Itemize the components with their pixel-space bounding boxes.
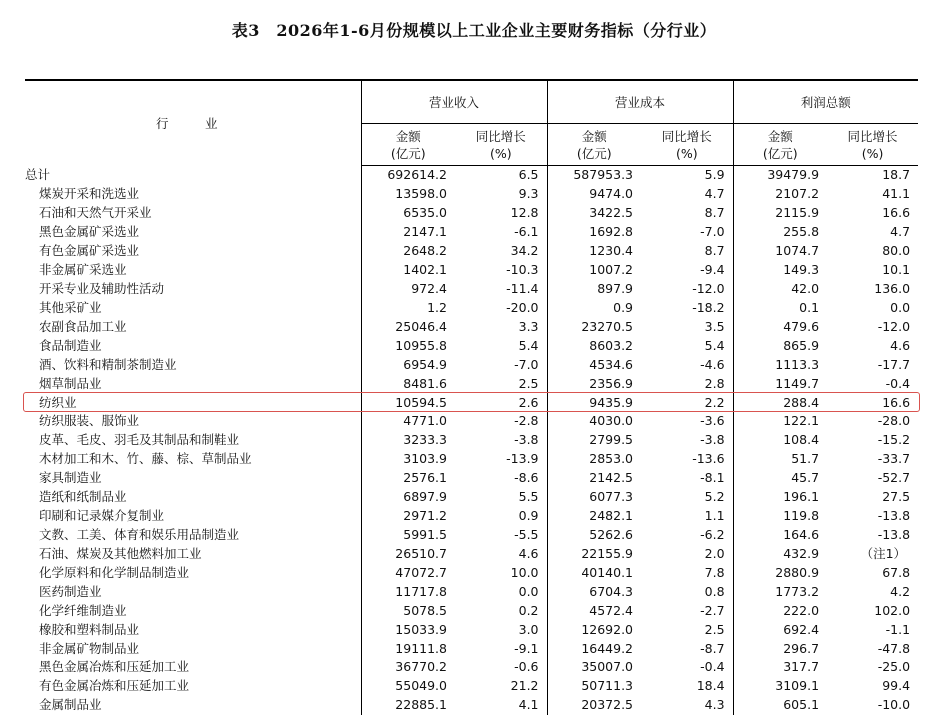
industry-name: 皮革、毛皮、羽毛及其制品和制鞋业 [39, 432, 240, 448]
profit-amount: 1074.7 [733, 242, 827, 261]
cost-growth: 4.3 [704, 697, 725, 713]
industry-name: 家具制造业 [39, 470, 102, 486]
profit-amount: 296.7 [733, 639, 827, 658]
profit-amount: 1113.3 [733, 355, 827, 374]
cost-amount: 20372.5 [547, 696, 641, 715]
cost-amount-header: 金额 (亿元) [547, 124, 641, 166]
table-row [25, 639, 918, 658]
cost-amount: 2799.5 [547, 431, 641, 450]
cost-amount: 4534.6 [547, 355, 641, 374]
profit-amount: 222.0 [733, 601, 827, 620]
profit-growth: 102.0 [874, 602, 911, 618]
cost-growth: -12.0 [692, 280, 725, 296]
industry-name: 纺织服装、服饰业 [39, 413, 140, 429]
profit-growth: -0.4 [885, 375, 911, 391]
profit-amount: 605.1 [733, 696, 827, 715]
revenue-growth: 2.5 [518, 375, 539, 391]
profit-amount: 164.6 [733, 526, 827, 545]
industry-name: 黑色金属冶炼和压延加工业 [39, 659, 190, 675]
cost-amount: 5262.6 [547, 526, 641, 545]
revenue-growth: -3.8 [514, 432, 539, 448]
revenue-growth: 10.0 [510, 564, 539, 580]
profit-growth: -47.8 [877, 640, 911, 656]
table-row [25, 242, 918, 261]
cost-growth: 7.8 [704, 564, 725, 580]
profit-amount: 479.6 [733, 317, 827, 336]
cost-growth: 8.7 [704, 243, 725, 259]
profit-growth: 27.5 [882, 489, 911, 505]
table-row [25, 507, 918, 526]
cost-amount: 2142.5 [547, 469, 641, 488]
cost-growth: 2.8 [704, 375, 725, 391]
profit-growth: 16.6 [882, 394, 911, 410]
profit-amount: 108.4 [733, 431, 827, 450]
revenue-amount: 3233.3 [361, 431, 455, 450]
industry-name: 文教、工美、体育和娱乐用品制造业 [39, 526, 240, 542]
cost-growth: -3.6 [700, 413, 725, 429]
revenue-growth: 6.5 [518, 167, 539, 183]
profit-amount: 119.8 [733, 507, 827, 526]
table-body [25, 166, 918, 715]
table-row [25, 658, 918, 677]
profit-growth: （注1） [860, 545, 907, 561]
table-row [25, 544, 918, 563]
profit-growth: 18.7 [882, 167, 911, 183]
table-row [25, 563, 918, 582]
table-row [25, 582, 918, 601]
cost-growth: -0.4 [700, 659, 725, 675]
industry-name: 医药制造业 [39, 583, 102, 599]
industry-name: 开采专业及辅助性活动 [39, 280, 165, 296]
industry-name: 煤炭开采和洗选业 [39, 186, 140, 202]
revenue-growth: 5.4 [518, 337, 539, 353]
cost-growth: 3.5 [704, 318, 725, 334]
revenue-growth: -6.1 [514, 224, 539, 240]
revenue-growth: 34.2 [510, 243, 539, 259]
revenue-header: 营业收入 [361, 80, 547, 124]
table-row [25, 601, 918, 620]
industry-name: 酒、饮料和精制茶制造业 [39, 356, 177, 372]
revenue-growth: -0.6 [514, 659, 539, 675]
cost-amount: 1007.2 [547, 261, 641, 280]
revenue-amount: 25046.4 [361, 317, 455, 336]
table-row [25, 450, 918, 469]
revenue-growth: 4.6 [518, 545, 539, 561]
revenue-amount: 55049.0 [361, 677, 455, 696]
cost-amount: 23270.5 [547, 317, 641, 336]
profit-amount: 288.4 [733, 393, 827, 412]
revenue-amount: 1402.1 [361, 261, 455, 280]
profit-growth: -13.8 [877, 508, 911, 524]
profit-amount: 317.7 [733, 658, 827, 677]
profit-amount: 42.0 [733, 280, 827, 299]
revenue-amount: 47072.7 [361, 563, 455, 582]
cost-amount: 9474.0 [547, 185, 641, 204]
revenue-growth: -8.6 [514, 470, 539, 486]
cost-growth: 0.8 [704, 583, 725, 599]
revenue-amount: 10594.5 [361, 393, 455, 412]
profit-amount: 51.7 [733, 450, 827, 469]
revenue-amount: 5078.5 [361, 601, 455, 620]
revenue-amount: 4771.0 [361, 412, 455, 431]
industry-name: 化学原料和化学制品制造业 [39, 564, 190, 580]
cost-amount: 6077.3 [547, 488, 641, 507]
cost-growth: 18.4 [696, 678, 725, 694]
industry-name: 其他采矿业 [39, 299, 102, 315]
cost-growth-header: 同比增长 (%) [641, 124, 733, 166]
revenue-amount: 19111.8 [361, 639, 455, 658]
industry-name: 石油和天然气开采业 [39, 205, 152, 221]
revenue-amount: 13598.0 [361, 185, 455, 204]
cost-amount: 9435.9 [547, 393, 641, 412]
cost-growth: -13.6 [692, 451, 725, 467]
cost-amount: 22155.9 [547, 544, 641, 563]
cost-growth: -4.6 [700, 356, 725, 372]
revenue-amount: 5991.5 [361, 526, 455, 545]
table-row [25, 469, 918, 488]
revenue-growth: -7.0 [514, 356, 539, 372]
industry-name: 金属制品业 [39, 697, 102, 713]
cost-amount: 8603.2 [547, 336, 641, 355]
industry-name: 食品制造业 [39, 337, 102, 353]
revenue-growth: 3.3 [518, 318, 539, 334]
profit-growth: 41.1 [882, 186, 911, 202]
cost-amount: 4572.4 [547, 601, 641, 620]
cost-amount: 35007.0 [547, 658, 641, 677]
profit-amount: 39479.9 [733, 166, 827, 185]
cost-growth: 2.5 [704, 621, 725, 637]
cost-growth: -8.1 [700, 470, 725, 486]
cost-growth: -18.2 [692, 299, 725, 315]
revenue-amount: 2971.2 [361, 507, 455, 526]
cost-amount: 12692.0 [547, 620, 641, 639]
profit-growth: 10.1 [882, 262, 911, 278]
cost-growth: -9.4 [700, 262, 725, 278]
revenue-growth: -5.5 [514, 526, 539, 542]
cost-amount: 1692.8 [547, 223, 641, 242]
cost-growth: 5.2 [704, 489, 725, 505]
table-row [25, 374, 918, 393]
revenue-amount: 26510.7 [361, 544, 455, 563]
revenue-growth: -2.8 [514, 413, 539, 429]
profit-amount: 432.9 [733, 544, 827, 563]
financial-indicators-table [25, 79, 918, 715]
table-row [25, 431, 918, 450]
revenue-growth-header: 同比增长 (%) [455, 124, 547, 166]
profit-growth: 0.0 [890, 299, 911, 315]
industry-name: 非金属矿物制品业 [39, 640, 140, 656]
profit-growth: -28.0 [877, 413, 911, 429]
revenue-growth: 21.2 [510, 678, 539, 694]
revenue-growth: 3.0 [518, 621, 539, 637]
table-row [25, 261, 918, 280]
profit-amount: 196.1 [733, 488, 827, 507]
profit-growth: 80.0 [882, 243, 911, 259]
table-row [25, 677, 918, 696]
revenue-amount: 10955.8 [361, 336, 455, 355]
profit-growth: 67.8 [882, 564, 911, 580]
profit-amount: 692.4 [733, 620, 827, 639]
profit-growth: -25.0 [877, 659, 911, 675]
revenue-growth: 0.2 [518, 602, 539, 618]
cost-growth: -3.8 [700, 432, 725, 448]
cost-amount: 50711.3 [547, 677, 641, 696]
revenue-growth: 5.5 [518, 489, 539, 505]
revenue-amount-header: 金额 (亿元) [361, 124, 455, 166]
industry-name: 木材加工和木、竹、藤、棕、草制品业 [39, 451, 252, 467]
table-row [25, 620, 918, 639]
profit-amount-header: 金额 (亿元) [733, 124, 827, 166]
profit-amount: 122.1 [733, 412, 827, 431]
revenue-growth: 9.3 [518, 186, 539, 202]
cost-amount: 40140.1 [547, 563, 641, 582]
table-row-highlighted [25, 393, 918, 412]
cost-growth: 5.4 [704, 337, 725, 353]
revenue-growth: 0.0 [518, 583, 539, 599]
cost-growth: -6.2 [700, 526, 725, 542]
revenue-amount: 11717.8 [361, 582, 455, 601]
cost-amount: 587953.3 [547, 166, 641, 185]
profit-growth: 4.7 [890, 224, 911, 240]
table-row [25, 185, 918, 204]
cost-growth: 2.2 [704, 394, 725, 410]
industry-name: 造纸和纸制品业 [39, 489, 127, 505]
cost-growth: 2.0 [704, 545, 725, 561]
cost-growth: 4.7 [704, 186, 725, 202]
industry-name: 黑色金属矿采选业 [39, 224, 140, 240]
profit-amount: 2880.9 [733, 563, 827, 582]
profit-amount: 865.9 [733, 336, 827, 355]
revenue-amount: 6897.9 [361, 488, 455, 507]
profit-amount: 1149.7 [733, 374, 827, 393]
industry-name: 橡胶和塑料制品业 [39, 621, 140, 637]
industry-name: 农副食品加工业 [39, 318, 127, 334]
industry-name: 石油、煤炭及其他燃料加工业 [39, 545, 202, 561]
revenue-growth: -20.0 [506, 299, 539, 315]
revenue-amount: 2648.2 [361, 242, 455, 261]
industry-name: 烟草制品业 [39, 375, 102, 391]
industry-name: 有色金属矿采选业 [39, 243, 140, 259]
industry-header: 行 业 [25, 80, 361, 166]
industry-name: 印刷和记录媒介复制业 [39, 508, 165, 524]
revenue-amount: 2147.1 [361, 223, 455, 242]
table-row [25, 204, 918, 223]
profit-header: 利润总额 [733, 80, 918, 124]
industry-name: 有色金属冶炼和压延加工业 [39, 678, 190, 694]
cost-growth: 8.7 [704, 205, 725, 221]
cost-amount: 2853.0 [547, 450, 641, 469]
profit-growth: -33.7 [877, 451, 911, 467]
profit-amount: 0.1 [733, 298, 827, 317]
profit-amount: 3109.1 [733, 677, 827, 696]
revenue-amount: 3103.9 [361, 450, 455, 469]
revenue-growth: 0.9 [518, 508, 539, 524]
table-row [25, 336, 918, 355]
industry-name: 非金属矿采选业 [39, 262, 127, 278]
table-row [25, 696, 918, 715]
profit-growth: -10.0 [877, 697, 911, 713]
table-row [25, 412, 918, 431]
profit-growth: 99.4 [882, 678, 911, 694]
profit-amount: 1773.2 [733, 582, 827, 601]
revenue-growth: 2.6 [518, 394, 539, 410]
profit-amount: 2107.2 [733, 185, 827, 204]
table-row [25, 223, 918, 242]
cost-amount: 2356.9 [547, 374, 641, 393]
cost-amount: 1230.4 [547, 242, 641, 261]
cost-amount: 6704.3 [547, 582, 641, 601]
cost-header: 营业成本 [547, 80, 733, 124]
table-row [25, 298, 918, 317]
revenue-amount: 6535.0 [361, 204, 455, 223]
profit-amount: 255.8 [733, 223, 827, 242]
cost-amount: 0.9 [547, 298, 641, 317]
industry-name: 总计 [25, 167, 51, 183]
revenue-amount: 15033.9 [361, 620, 455, 639]
profit-growth: 4.6 [890, 337, 911, 353]
revenue-amount: 6954.9 [361, 355, 455, 374]
revenue-amount: 22885.1 [361, 696, 455, 715]
revenue-amount: 36770.2 [361, 658, 455, 677]
table-row [25, 526, 918, 545]
revenue-growth: -13.9 [506, 451, 539, 467]
industry-name: 化学纤维制造业 [39, 602, 127, 618]
profit-growth: 16.6 [882, 205, 911, 221]
revenue-amount: 692614.2 [361, 166, 455, 185]
cost-amount: 3422.5 [547, 204, 641, 223]
cost-growth: 5.9 [704, 167, 725, 183]
cost-amount: 4030.0 [547, 412, 641, 431]
cost-growth: -8.7 [700, 640, 725, 656]
profit-amount: 149.3 [733, 261, 827, 280]
profit-amount: 2115.9 [733, 204, 827, 223]
cost-growth: -7.0 [700, 224, 725, 240]
table-row [25, 166, 918, 185]
table-row [25, 355, 918, 374]
cost-growth: -2.7 [700, 602, 725, 618]
profit-growth: -1.1 [885, 621, 911, 637]
profit-growth: -13.8 [877, 526, 911, 542]
profit-growth: -17.7 [877, 356, 911, 372]
table-row [25, 280, 918, 299]
revenue-amount: 972.4 [361, 280, 455, 299]
profit-growth: -52.7 [877, 470, 911, 486]
revenue-amount: 1.2 [361, 298, 455, 317]
profit-growth-header: 同比增长 (%) [827, 124, 918, 166]
revenue-growth: 4.1 [518, 697, 539, 713]
cost-amount: 16449.2 [547, 639, 641, 658]
revenue-amount: 8481.6 [361, 374, 455, 393]
cost-amount: 2482.1 [547, 507, 641, 526]
revenue-growth: -11.4 [506, 280, 539, 296]
revenue-growth: -10.3 [506, 262, 539, 278]
profit-growth: 136.0 [874, 280, 911, 296]
table-row [25, 488, 918, 507]
revenue-growth: 12.8 [510, 205, 539, 221]
profit-growth: 4.2 [890, 583, 911, 599]
revenue-growth: -9.1 [514, 640, 539, 656]
table-title: 表3 2026年1-6月份规模以上工业企业主要财务指标（分行业） [231, 21, 717, 40]
cost-amount: 897.9 [547, 280, 641, 299]
profit-amount: 45.7 [733, 469, 827, 488]
cost-growth: 1.1 [704, 508, 725, 524]
table-row [25, 317, 918, 336]
profit-growth: -12.0 [877, 318, 911, 334]
profit-growth: -15.2 [877, 432, 911, 448]
revenue-amount: 2576.1 [361, 469, 455, 488]
industry-name: 纺织业 [39, 394, 77, 410]
